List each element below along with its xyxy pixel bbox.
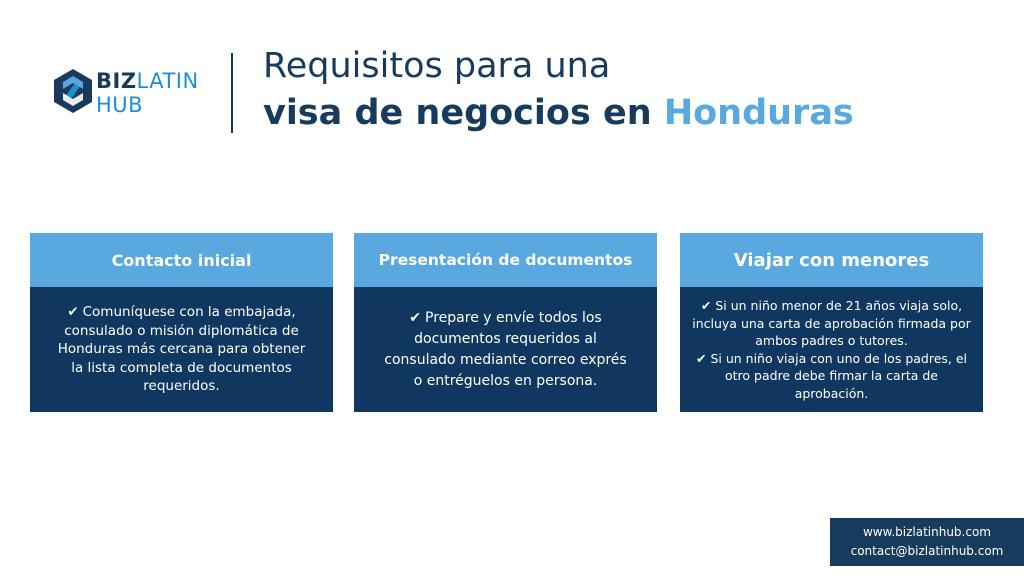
email-link[interactable]: contact@bizlatinhub.com	[850, 544, 1004, 558]
card-body	[30, 287, 333, 412]
card-body	[680, 287, 983, 412]
title-highlight: Honduras	[663, 93, 854, 133]
contact-footer	[830, 518, 1024, 566]
logo-text-top: BIZLATIN	[96, 69, 199, 93]
check-icon: ✔	[409, 309, 422, 326]
card-contacto-inicial	[30, 233, 333, 412]
page-title-line1: Requisitos para una	[263, 46, 611, 86]
card-heading: Presentación de documentos	[354, 233, 657, 287]
logo-text-bottom: HUB	[96, 93, 144, 117]
list-item: ✔ Si un niño viaja con uno de los padres, el otro padre debe firmar la carta de aprobación.	[695, 350, 968, 401]
card-body	[354, 287, 657, 412]
logo-mark-icon	[52, 67, 94, 115]
list-item: ✔ Prepare y envíe todos los documentos requeridos al consulado mediante correo exprés o entréguelos en persona.	[384, 309, 627, 389]
card-heading: Contacto inicial	[30, 233, 333, 287]
list-item: ✔ Comuníquese con la embajada, consulado o misión diplomática de Honduras más cercana para obtener la lista completa de documentos requeridos.	[57, 304, 306, 395]
check-icon: ✔	[67, 304, 79, 321]
header-divider	[231, 53, 233, 133]
card-heading: Viajar con menores	[680, 233, 983, 287]
card-viajar-con-menores	[680, 233, 983, 412]
check-icon: ✔	[700, 298, 712, 313]
page-title-line2: visa de negocios en Honduras	[263, 93, 854, 133]
company-logo	[52, 67, 222, 123]
website-link[interactable]: www.bizlatinhub.com	[862, 525, 991, 539]
card-presentacion-documentos	[354, 233, 657, 412]
check-icon: ✔	[695, 350, 707, 366]
list-item: ✔ Si un niño menor de 21 años viaja solo, incluya una carta de aprobación firmada por ambos padres o tutores.	[692, 298, 971, 348]
